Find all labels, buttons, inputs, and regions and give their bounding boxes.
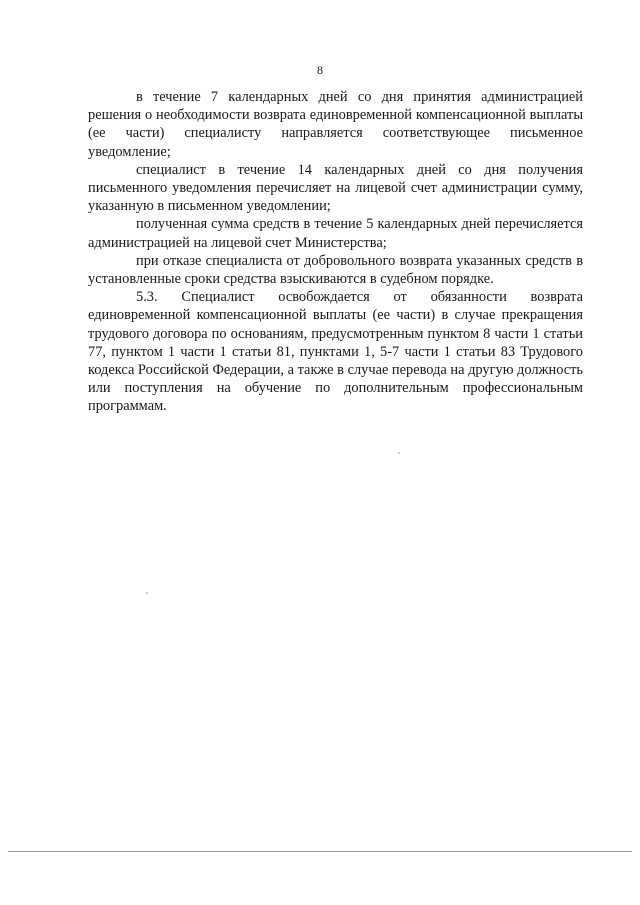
document-body: [88, 88, 583, 416]
paragraph: в течение 7 календарных дней со дня принятия администрацией решения о необходимости возврата единовременной компенсационной выплаты (ее части) специалисту направляется соответствующее письменное уведомление;: [88, 89, 583, 160]
paragraph: при отказе специалиста от добровольного возврата указанных средств в установленные сроки средства взыскиваются в судебном порядке.: [88, 252, 583, 288]
page-number: 8: [317, 63, 323, 77]
scan-edge-line: [8, 851, 632, 852]
scan-speck: [146, 592, 148, 594]
paragraph: 5.3. Специалист освобождается от обязанности возврата единовременной компенсационной выплаты (ее части) в случае прекращения трудового договора по основаниям, предусмотренным пунктом 8 части 1 статьи 77, пунктом 1 части 1 статьи 81, пунктами 1, 5-7 части 1 статьи 83 Трудового кодекса Российской Федерации, а также в случае перевода на другую должность или поступления на обучение по дополнительным профессиональным программам.: [88, 289, 583, 415]
paragraph: полученная сумма средств в течение 5 календарных дней перечисляется администрацией на лицевой счет Министерства;: [88, 216, 583, 251]
paragraph: специалист в течение 14 календарных дней со дня получения письменного уведомления перечисляет на лицевой счет администрации сумму, указанную в письменном уведомлении;: [88, 161, 583, 215]
scan-speck: [398, 452, 400, 454]
